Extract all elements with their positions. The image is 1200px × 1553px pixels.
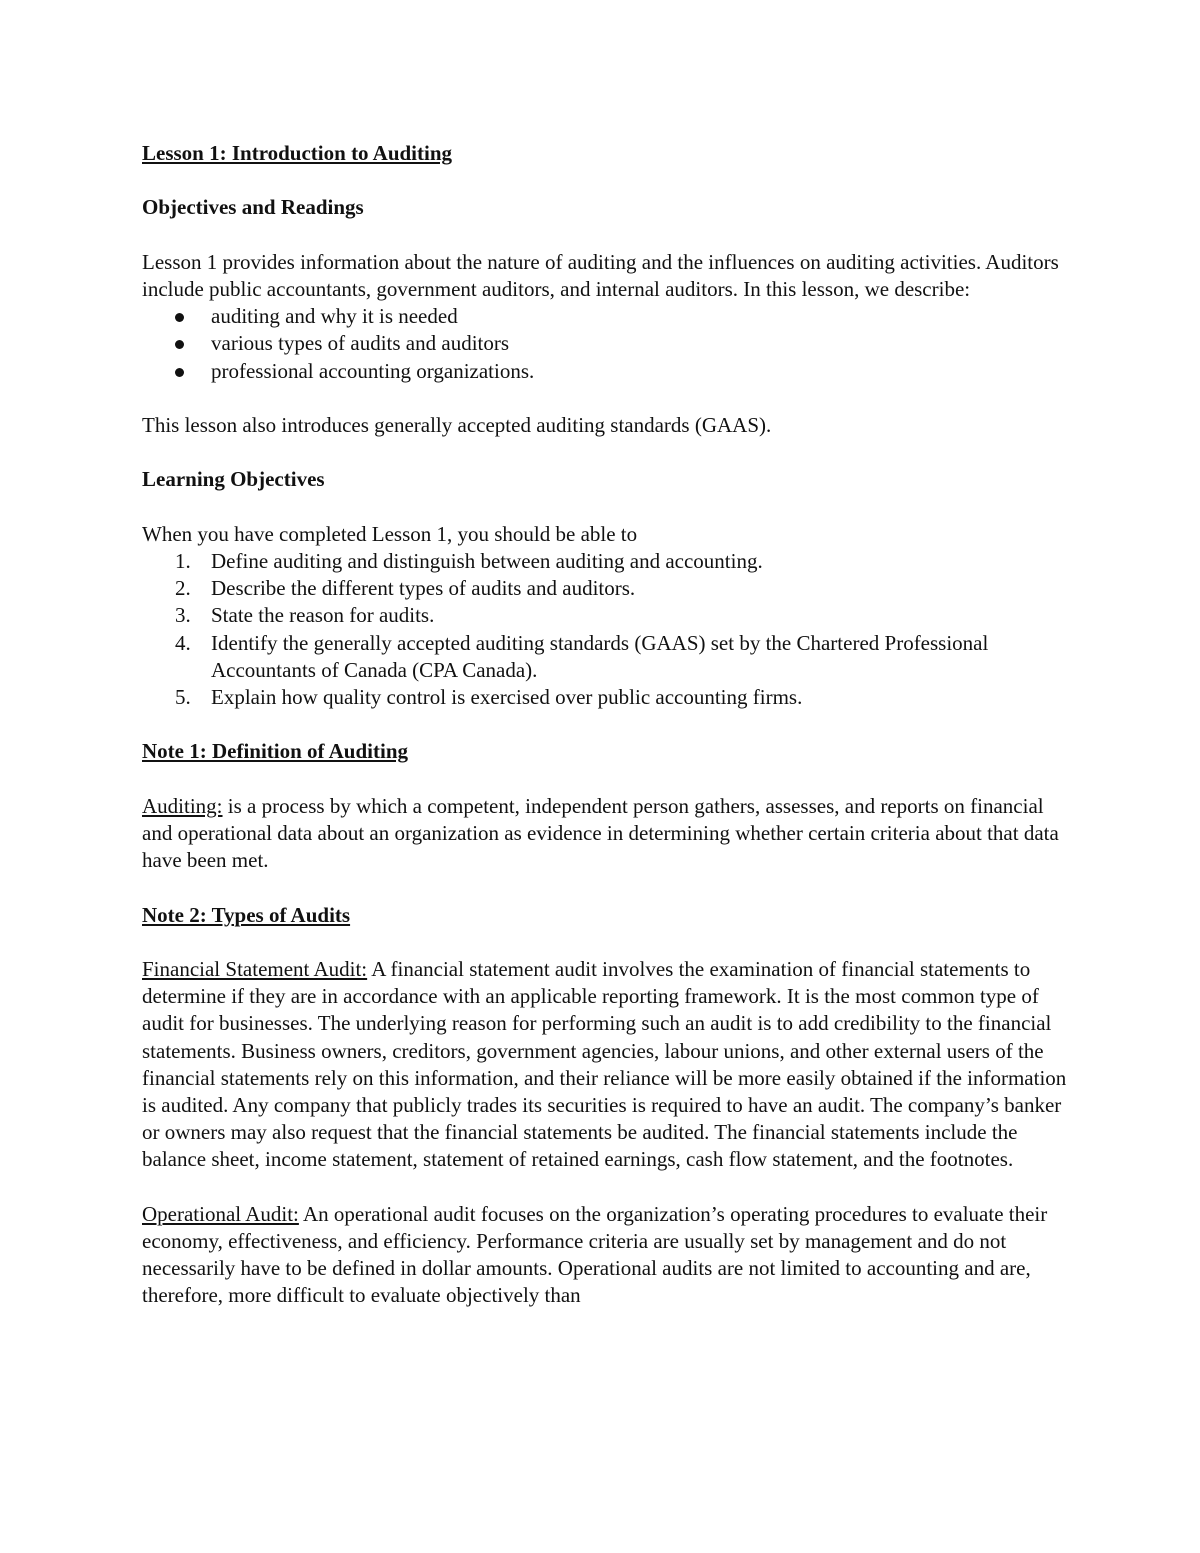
operational-audit-term: Operational Audit:	[142, 1201, 299, 1226]
note1-heading: Note 1: Definition of Auditing	[142, 739, 409, 764]
list-item	[142, 602, 1072, 629]
list-item-text: professional accounting organizations.	[211, 358, 535, 383]
list-number: 5.	[175, 684, 191, 709]
spacer	[142, 711, 1072, 738]
auditing-term: Auditing:	[142, 793, 223, 818]
list-number: 1.	[175, 548, 191, 573]
spacer	[142, 494, 1072, 521]
list-number: 2.	[175, 576, 191, 601]
bullet-icon	[175, 313, 184, 322]
list-item	[142, 303, 1072, 330]
list-number: 3.	[175, 603, 191, 628]
list-item-text: various types of audits and auditors	[211, 331, 510, 356]
spacer	[142, 385, 1072, 412]
list-item-text: Explain how quality control is exercised over public accounting firms.	[211, 684, 803, 709]
objectives-heading: Objectives and Readings	[142, 195, 364, 220]
spacer	[142, 222, 1072, 249]
document-page	[142, 140, 1072, 1310]
operational-audit-paragraph	[142, 1201, 1072, 1310]
list-item-text: Describe the different types of audits and auditors.	[211, 576, 636, 601]
list-item	[142, 630, 1072, 684]
list-number: 4.	[175, 630, 191, 655]
learning-objectives-heading: Learning Objectives	[142, 467, 325, 492]
learning-objectives-list	[142, 548, 1072, 711]
auditing-definition: is a process by which a competent, independent person gathers, assesses, and reports on financial and operational data about an organization as evidence in determining whether certain criteria about that data have been met.	[142, 793, 1059, 873]
spacer	[142, 439, 1072, 466]
operational-audit-text: An operational audit focuses on the organization’s operating procedures to evaluate their economy, effectiveness, and efficiency. Performance criteria are usually set by management and do not necessarily have to be defined in dollar amounts. Operational audits are not limited to accounting and are, therefore, more difficult to evaluate objectively than	[142, 1201, 1048, 1308]
gaas-intro: This lesson also introduces generally accepted auditing standards (GAAS).	[142, 412, 772, 437]
list-item	[142, 548, 1072, 575]
spacer	[142, 874, 1072, 901]
list-item	[142, 358, 1072, 385]
lesson-title: Lesson 1: Introduction to Auditing	[142, 141, 453, 165]
list-item-text: Identify the generally accepted auditing standards (GAAS) set by the Chartered Professional Accountants of Canada (CPA Canada).	[211, 630, 989, 682]
intro-paragraph: Lesson 1 provides information about the nature of auditing and the influences on auditing activities. Auditors include public accountants, government auditors, and internal auditors. In this lesson, we describe:	[142, 249, 1059, 301]
list-item	[142, 684, 1072, 711]
learning-lead: When you have completed Lesson 1, you should be able to	[142, 521, 638, 546]
list-item	[142, 330, 1072, 357]
bullet-icon	[175, 368, 184, 377]
spacer	[142, 1174, 1072, 1201]
spacer	[142, 766, 1072, 793]
list-item-text: Define auditing and distinguish between auditing and accounting.	[211, 548, 763, 573]
spacer	[142, 167, 1072, 194]
spacer	[142, 929, 1072, 956]
bullet-icon	[175, 340, 184, 349]
list-item-text: State the reason for audits.	[211, 603, 435, 628]
financial-audit-paragraph	[142, 956, 1072, 1174]
list-item	[142, 575, 1072, 602]
financial-audit-text: A financial statement audit involves the examination of financial statements to determine if they are in accordance with an applicable reporting framework. It is the most common type of audit for businesses. The underlying reason for performing such an audit is to add credibility to the financial statements. Business owners, creditors, government agencies, labour unions, and other external users of the financial statements rely on this information, and their reliance will be more easily obtained if the information is audited. Any company that publicly trades its securities is required to have an audit. The company’s banker or owners may also request that the financial statements be audited. The financial statements include the balance sheet, income statement, statement of retained earnings, cash flow statement, and the footnotes.	[142, 956, 1067, 1172]
note2-heading: Note 2: Types of Audits	[142, 902, 351, 927]
note1-paragraph	[142, 793, 1072, 875]
list-item-text: auditing and why it is needed	[211, 304, 458, 329]
describe-list	[142, 303, 1072, 385]
financial-audit-term: Financial Statement Audit:	[142, 956, 368, 981]
